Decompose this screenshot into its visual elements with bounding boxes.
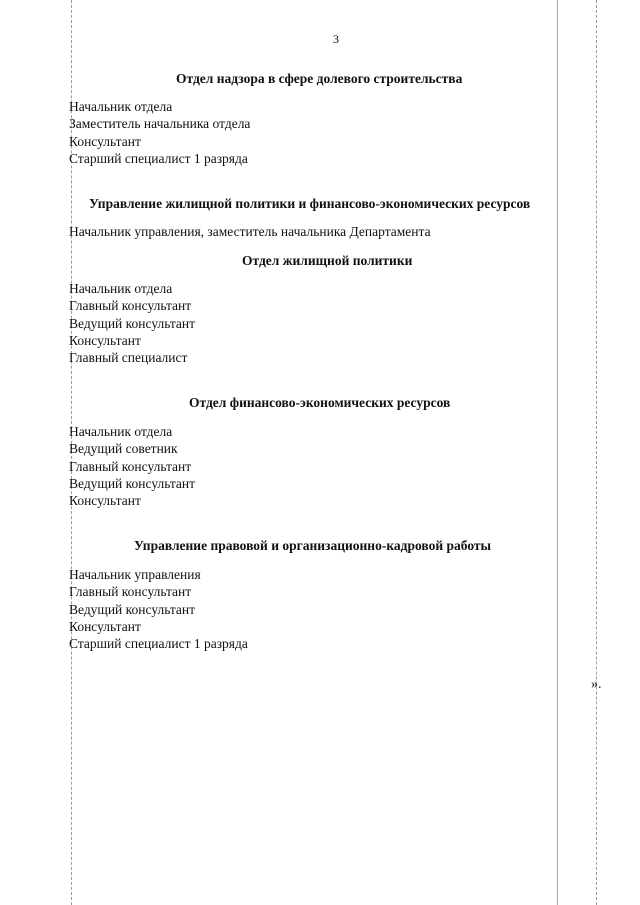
section-heading: Управление жилищной политики и финансово-экономических ресурсов: [89, 196, 531, 211]
list-item: Заместитель начальника отдела: [69, 116, 251, 132]
list-item: Ведущий консультант: [69, 315, 196, 331]
list-item: Ведущий консультант: [69, 475, 196, 491]
list-item: Начальник управления: [69, 567, 201, 582]
closing-mark: ».: [591, 677, 602, 692]
section-heading: Отдел финансово-экономических ресурсов: [189, 395, 451, 410]
list-item: Главный специалист: [69, 350, 188, 366]
section-heading: Управление правовой и организационно-кадровой работы: [134, 538, 492, 553]
list-item: Старший специалист 1 разряда: [69, 150, 248, 166]
list-item: Начальник отдела: [69, 99, 173, 114]
position-list: [69, 423, 195, 509]
position-list: [69, 566, 248, 652]
position-line: Начальник управления, заместитель начальника Департамента: [69, 224, 431, 239]
list-item: Главный консультант: [69, 298, 192, 314]
scan-margin-far-right: [596, 0, 597, 905]
list-item: Ведущий советник: [69, 441, 178, 457]
position-list: [69, 98, 250, 167]
list-item: Консультант: [69, 332, 141, 348]
list-item: Старший специалист 1 разряда: [69, 636, 248, 652]
page-number: 3: [333, 32, 339, 46]
list-item: Начальник отдела: [69, 424, 173, 439]
position-list: [69, 280, 195, 366]
list-item: Главный консультант: [69, 584, 192, 600]
list-item: Начальник отдела: [69, 281, 173, 296]
section-heading: Отдел надзора в сфере долевого строительства: [176, 71, 463, 86]
list-item: Консультант: [69, 618, 141, 634]
section-heading: Отдел жилищной политики: [242, 253, 413, 268]
scan-margin-right: [557, 0, 558, 905]
list-item: Консультант: [69, 493, 141, 509]
list-item: Консультант: [69, 133, 141, 149]
list-item: Главный консультант: [69, 458, 192, 474]
list-item: Ведущий консультант: [69, 601, 196, 617]
